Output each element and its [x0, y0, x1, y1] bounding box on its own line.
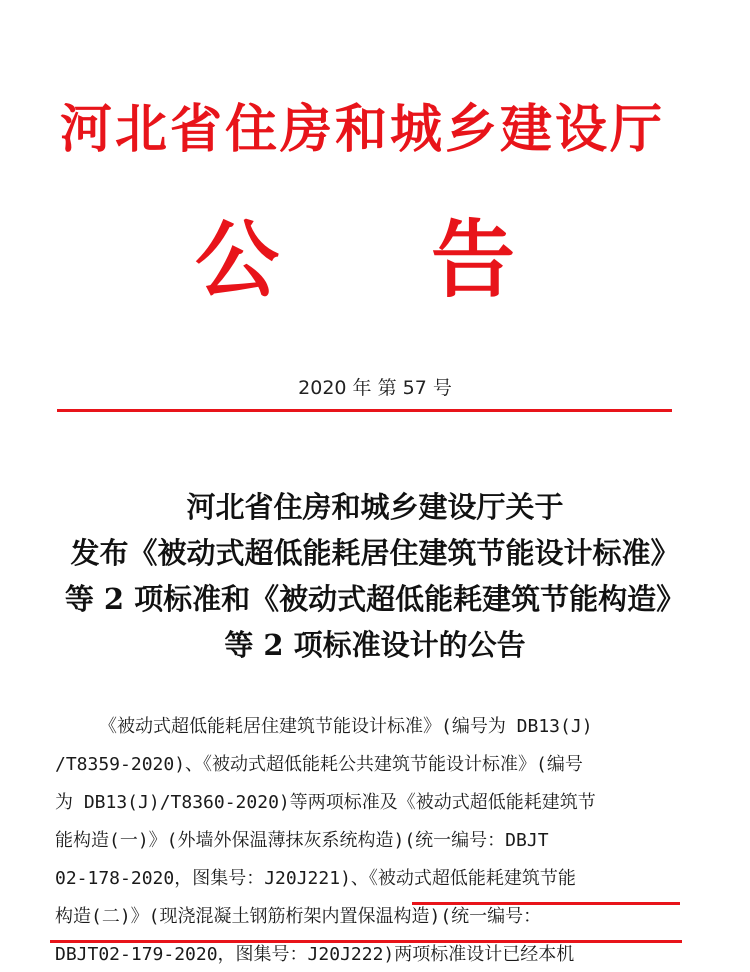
body-line: 《被动式超低能耗居住建筑节能设计标准》(编号为 DB13(J): [99, 716, 593, 737]
body-line: 能构造(一)》(外墙外保温薄抹灰系统构造)(统一编号：DBJT: [55, 830, 549, 851]
notice-title-char: 公: [195, 210, 280, 309]
body-line: DBJT02-179-2020，图集号：J20J222)两项标准设计已经本机: [55, 944, 575, 965]
red-underline-highlight: [412, 902, 680, 905]
body-paragraph: [55, 708, 680, 972]
document-number: 2020 年 第 57 号: [298, 377, 452, 399]
headline-line: 发布《被动式超低能耗居住建筑节能设计标准》: [70, 536, 680, 570]
headline-line: 河北省住房和城乡建设厅关于: [186, 490, 564, 524]
body-line: 02-178-2020，图集号：J20J221)、《被动式超低能耗建筑节能: [55, 868, 576, 889]
headline-line: 等 2 项标准和《被动式超低能耗建筑节能构造》: [64, 582, 686, 616]
body-line: 构造(二)》(现浇混凝土钢筋桁架内置保温构造)(统一编号：: [55, 906, 542, 927]
red-underline-highlight: [50, 940, 682, 943]
notice-title-char: 告: [430, 210, 515, 309]
body-line: /T8359-2020)、《被动式超低能耗公共建筑节能设计标准》(编号: [55, 754, 583, 775]
document-headline: [40, 484, 710, 668]
headline-line: 等 2 项标准设计的公告: [224, 628, 526, 662]
issuing-agency-title: 河北省住房和城乡建设厅: [60, 99, 666, 160]
notice-title: [195, 212, 515, 308]
body-line: 为 DB13(J)/T8360-2020)等两项标准及《被动式超低能耗建筑节: [55, 792, 596, 813]
red-divider-line: [57, 409, 672, 412]
